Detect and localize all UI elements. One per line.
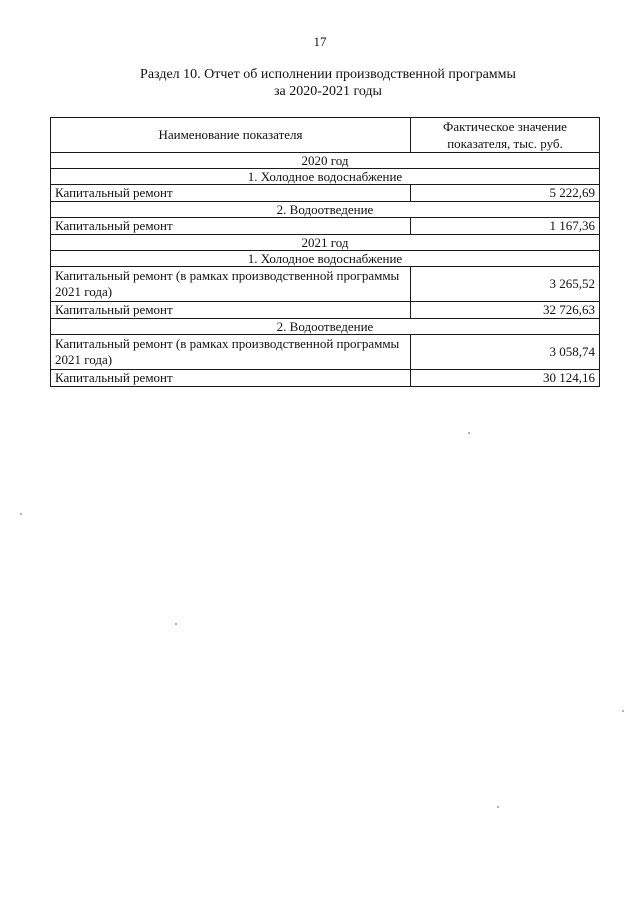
section-row-2021-drainage — [51, 319, 600, 335]
section-title-line-2: за 2020-2021 годы — [274, 84, 382, 99]
section-title-line-1: Раздел 10. Отчет об исполнении производственной программы — [140, 67, 516, 82]
row-value: 1 167,36 — [411, 218, 600, 235]
section-label-2020-drainage: 2. Водоотведение — [51, 202, 600, 218]
year-row-2020 — [51, 153, 600, 169]
row-value: 30 124,16 — [411, 370, 600, 387]
section-label-2021-drainage: 2. Водоотведение — [51, 319, 600, 335]
row-name: Капитальный ремонт (в рамках производственной программы 2021 года) — [51, 267, 411, 302]
table-header-row — [51, 118, 600, 153]
row-value: 32 726,63 — [411, 302, 600, 319]
scan-speck — [20, 513, 22, 515]
table-row — [51, 267, 600, 302]
year-row-2021 — [51, 235, 600, 251]
header-actual-value — [411, 118, 600, 153]
row-name: Капитальный ремонт (в рамках производственной программы 2021 года) — [51, 335, 411, 370]
header-indicator-name: Наименование показателя — [51, 118, 411, 153]
page-number: 17 — [313, 34, 327, 49]
row-name: Капитальный ремонт — [51, 370, 411, 387]
header-actual-value-line-1: Фактическое значение — [443, 119, 567, 134]
section-row-2020-cold-water — [51, 169, 600, 185]
row-value: 3 058,74 — [411, 335, 600, 370]
year-label-2021: 2021 год — [51, 235, 600, 251]
scan-speck — [468, 432, 470, 434]
row-name: Капитальный ремонт — [51, 185, 411, 202]
scan-speck — [622, 710, 624, 712]
row-name: Капитальный ремонт — [51, 218, 411, 235]
section-label-2021-cold-water: 1. Холодное водоснабжение — [51, 251, 600, 267]
row-value: 5 222,69 — [411, 185, 600, 202]
year-label-2020: 2020 год — [51, 153, 600, 169]
section-row-2020-drainage — [51, 202, 600, 218]
table-row — [51, 335, 600, 370]
table-row — [51, 302, 600, 319]
scan-speck — [497, 806, 499, 808]
section-row-2021-cold-water — [51, 251, 600, 267]
scan-speck — [175, 623, 177, 625]
row-value: 3 265,52 — [411, 267, 600, 302]
section-label-2020-cold-water: 1. Холодное водоснабжение — [51, 169, 600, 185]
header-actual-value-line-2: показателя, тыс. руб. — [447, 136, 563, 151]
section-title — [0, 66, 640, 100]
table-row — [51, 185, 600, 202]
table-row — [51, 370, 600, 387]
row-name: Капитальный ремонт — [51, 302, 411, 319]
table-row — [51, 218, 600, 235]
production-program-report-table — [50, 117, 600, 387]
